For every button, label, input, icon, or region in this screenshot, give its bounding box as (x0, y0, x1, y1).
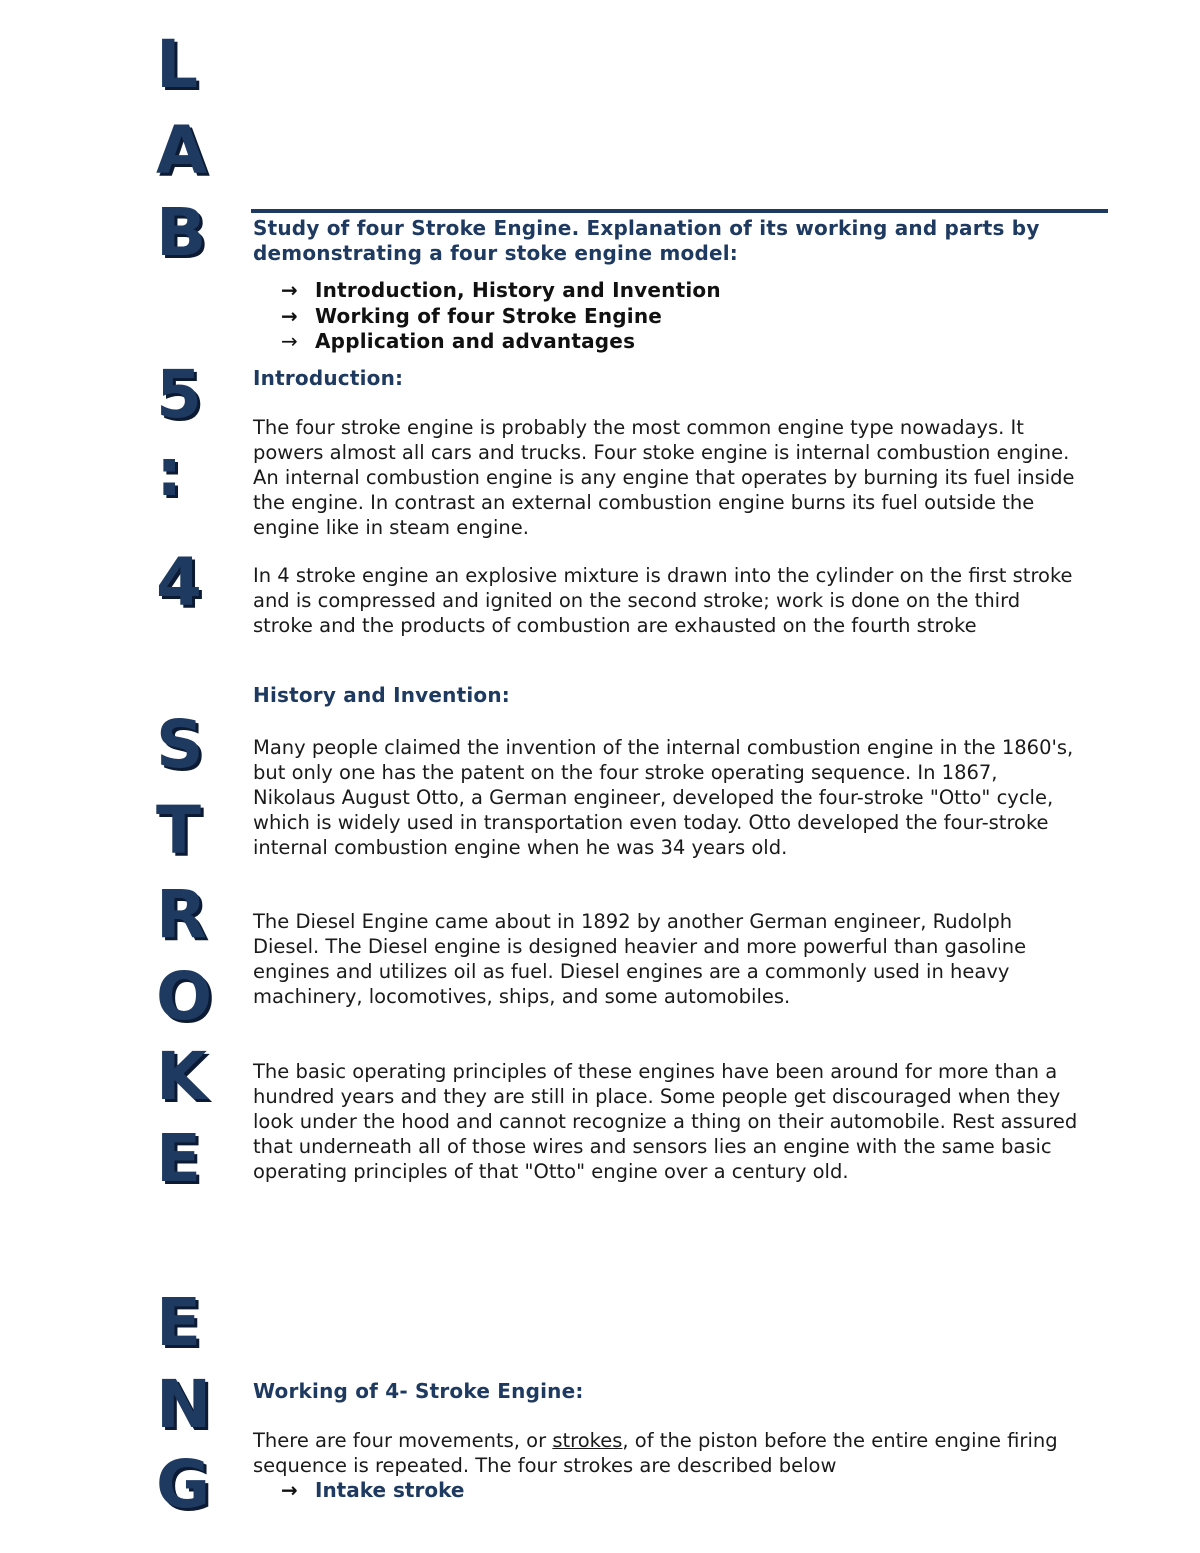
side-title-char: : (156, 434, 183, 511)
arrow-icon: → (281, 303, 298, 328)
side-title-char: A (156, 112, 208, 189)
history-heading: History and Invention: (253, 683, 510, 707)
working-text: , of the piston before the entire engine firing sequence is repeated. The four strokes are described below (253, 1429, 1058, 1477)
side-title-char: T (156, 792, 202, 869)
side-title-char: R (156, 876, 207, 953)
history-paragraph: The Diesel Engine came about in 1892 by another German engineer, Rudolph Diesel. The Diesel engine is designed heavier and more powerful than gasoline engines and utilizes oil as fuel. Diesel engines are a commonly used in heavy machinery, locomotives, ships, and some automobiles. (253, 910, 1027, 1008)
side-title-char: E (156, 1120, 202, 1197)
toc-item-label: Working of four Stroke Engine (315, 303, 663, 328)
sub-item-intake-stroke (281, 1478, 464, 1503)
toc-item (281, 304, 721, 330)
arrow-icon: → (281, 329, 298, 353)
introduction-paragraph: The four stroke engine is probably the most common engine type nowadays. It powers almost all cars and trucks. Four stoke engine is internal combustion engine. An internal combustion engine is any engine that operates by burning its fuel inside the engine. In contrast an external combustion engine burns its fuel outside the engine like in steam engine. (253, 416, 1075, 539)
toc-item-label: Application and advantages (315, 329, 636, 353)
arrow-icon: → (281, 1478, 298, 1502)
side-title-char: B (156, 194, 207, 271)
side-title-char: O (156, 958, 213, 1035)
document-title: Study of four Stroke Engine. Explanation of its working and parts by demonstrating a four stoke engine model: (253, 216, 1040, 265)
working-heading: Working of 4- Stroke Engine: (253, 1379, 584, 1403)
working-paragraph (253, 1428, 1083, 1478)
arrow-icon: → (281, 278, 298, 302)
introduction-heading: Introduction: (253, 366, 404, 390)
side-title-char: 5 (156, 356, 202, 433)
working-text: There are four movements, or (253, 1429, 553, 1452)
side-title-char: L (156, 26, 199, 103)
history-paragraph: Many people claimed the invention of the internal combustion engine in the 1860's, but only one has the patent on the four stroke operating sequence. In 1867, Nikolaus August Otto, a German engineer, developed the four-stroke "Otto" cycle, which is widely used in transportation even today. Otto developed the four-stroke internal combustion engine when he was 34 years old. (253, 736, 1074, 859)
toc-item (281, 278, 721, 304)
side-title-char: K (156, 1038, 208, 1115)
history-paragraph: The basic operating principles of these engines have been around for more than a hundred years and they are still in place. Some people get discouraged when they look under the hood and cannot recognize a thing on their automobile. Rest assured that underneath all of those wires and sensors lies an engine with the same basic operating principles of that "Otto" engine over a century old. (253, 1060, 1078, 1183)
toc-item-label: Introduction, History and Invention (315, 278, 721, 302)
table-of-contents (281, 278, 721, 355)
side-title-char: G (156, 1446, 211, 1523)
side-title-char: 4 (156, 544, 202, 621)
title-rule (251, 209, 1108, 213)
side-title-char: N (156, 1366, 212, 1443)
strokes-link[interactable]: strokes (552, 1429, 623, 1452)
side-title-char: S (156, 706, 204, 783)
sub-item-label: Intake stroke (315, 1478, 465, 1502)
side-title-char: E (156, 1284, 202, 1361)
toc-item (281, 329, 721, 355)
introduction-paragraph: In 4 stroke engine an explosive mixture is drawn into the cylinder on the first stroke and is compressed and ignited on the second stroke; work is done on the third stroke and the products of combustion are exhausted on the fourth stroke (253, 564, 1073, 637)
